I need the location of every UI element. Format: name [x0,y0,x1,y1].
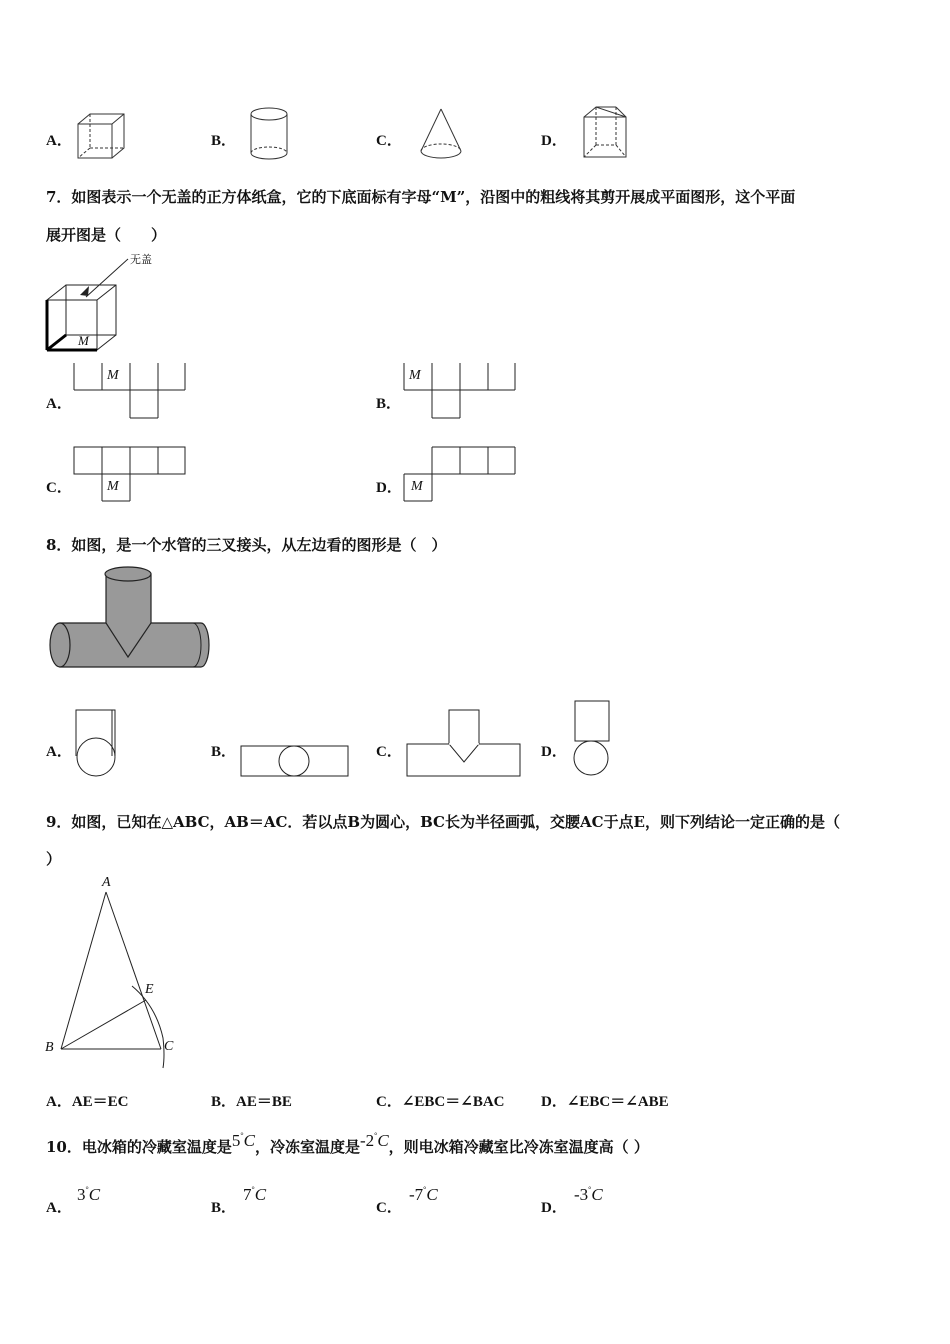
q8-figure-c [406,708,522,778]
q7-stem-line2: 展开图是（ ） [46,226,167,244]
q9-option-b-label: B． [211,1094,237,1110]
q10-fridge-temp [232,1131,255,1150]
q9-option-d [541,1090,669,1111]
q10-option-c-unit: C [426,1185,438,1204]
q9-option-a [46,1090,129,1111]
q7-net-c [74,446,186,502]
cube-figure [76,112,128,160]
q10-option-d-unit: C [591,1185,603,1204]
q10-stem [46,1131,649,1157]
q10-option-b-unit: C [254,1185,267,1204]
q9-option-a-label: A． [46,1094,72,1110]
q10-option-c-number: -7 [409,1185,424,1204]
q7-net-c-letter: M [107,479,119,494]
point-e-label: E [145,982,154,997]
q8-figure-d [572,700,612,778]
q9-option-c-label: C． [376,1094,402,1110]
q10-stem-b: ，冷冻室温度是 [254,1138,360,1156]
q10-freezer-unit: C [377,1131,389,1150]
q8-figure-b [240,744,350,778]
q7-option-a-label: A． [46,396,72,412]
q10-option-b-degree: ° [251,1185,255,1194]
q8-option-d-label: D． [541,744,567,760]
q10-fridge-degree: ° [240,1131,244,1140]
q10-option-c-value [409,1185,438,1205]
q10-option-b-label: B． [211,1200,237,1216]
q6-option-c-label: C． [376,133,402,149]
open-box-figure [44,255,134,355]
prism-figure [582,105,630,161]
q10-option-a-degree: ° [85,1185,89,1194]
q10-stem-a: 10．电冰箱的冷藏室温度是 [46,1138,232,1156]
q6-option-d-label: D． [541,133,567,149]
q10-freezer-temp [360,1131,389,1150]
q10-option-c-degree: ° [423,1185,427,1194]
q9-option-b [211,1090,292,1111]
q7-net-b-letter: M [409,368,421,383]
q9-stem-line1: 9．如图，已知在△ABC，AB＝AC．若以点B为圆心，BC长为半径画弧，交腰AC于点E，则下列结论一定正确的是（ [46,813,840,831]
q7-option-d-label: D． [376,480,402,496]
q10-option-a-label: A． [46,1200,72,1216]
pipe-tee-figure [46,564,214,672]
q7-net-a-letter: M [107,368,119,383]
q10-option-a-value [77,1185,100,1205]
q8-option-a-label: A． [46,744,72,760]
q10-fridge-value: 5 [231,1131,241,1150]
q9-option-b-text: AE＝BE [236,1094,292,1110]
q10-freezer-value: -2 [359,1131,375,1150]
triangle-figure [44,876,184,1072]
q8-figure-a [74,708,120,778]
q9-stem-line2: ） [46,850,62,868]
q10-option-d-label: D． [541,1200,567,1216]
q8-option-b-label: B． [211,744,237,760]
q7-option-b-label: B． [376,396,402,412]
point-a-label: A [102,875,111,890]
q7-figure-label: 无盖 [130,253,152,266]
q10-fridge-unit: C [243,1131,255,1150]
q7-net-d-letter: M [411,479,423,494]
point-c-label: C [164,1039,174,1054]
q8-stem: 8．如图，是一个水管的三叉接头，从左边看的图形是（ ） [46,536,447,554]
q9-option-c-text: ∠EBC＝∠BAC [401,1094,505,1110]
q9-option-d-text: ∠EBC＝∠ABE [566,1094,669,1110]
q10-option-a-number: 3 [77,1185,86,1204]
q10-option-b-number: 7 [243,1185,252,1204]
cylinder-figure [250,107,290,161]
q6-option-b-label: B． [211,133,237,149]
q10-option-d-degree: ° [588,1185,592,1194]
q6-option-a-label: A． [46,133,72,149]
q7-net-a [74,362,186,420]
q10-option-b-value [243,1185,266,1205]
q7-option-c-label: C． [46,480,72,496]
q10-option-d-number: -3 [574,1185,589,1204]
q7-box-face-letter: M [78,333,89,348]
cone-figure [418,107,466,162]
q10-stem-c: ，则电冰箱冷藏室比冷冻室温度高（ ） [388,1138,649,1156]
q9-option-a-text: AE＝EC [71,1094,129,1110]
q8-option-c-label: C． [376,744,402,760]
point-b-label: B [45,1040,54,1055]
q10-option-a-unit: C [88,1185,101,1204]
q9-option-d-label: D． [541,1094,567,1110]
q10-option-c-label: C． [376,1200,402,1216]
q9-option-c [376,1090,505,1111]
q7-stem-line1: 7．如图表示一个无盖的正方体纸盒，它的下底面标有字母“M”，沿图中的粗线将其剪开展成平面图形，这个平面 [46,188,796,206]
q10-option-d-value [574,1185,603,1205]
q10-freezer-degree: ° [374,1131,378,1140]
